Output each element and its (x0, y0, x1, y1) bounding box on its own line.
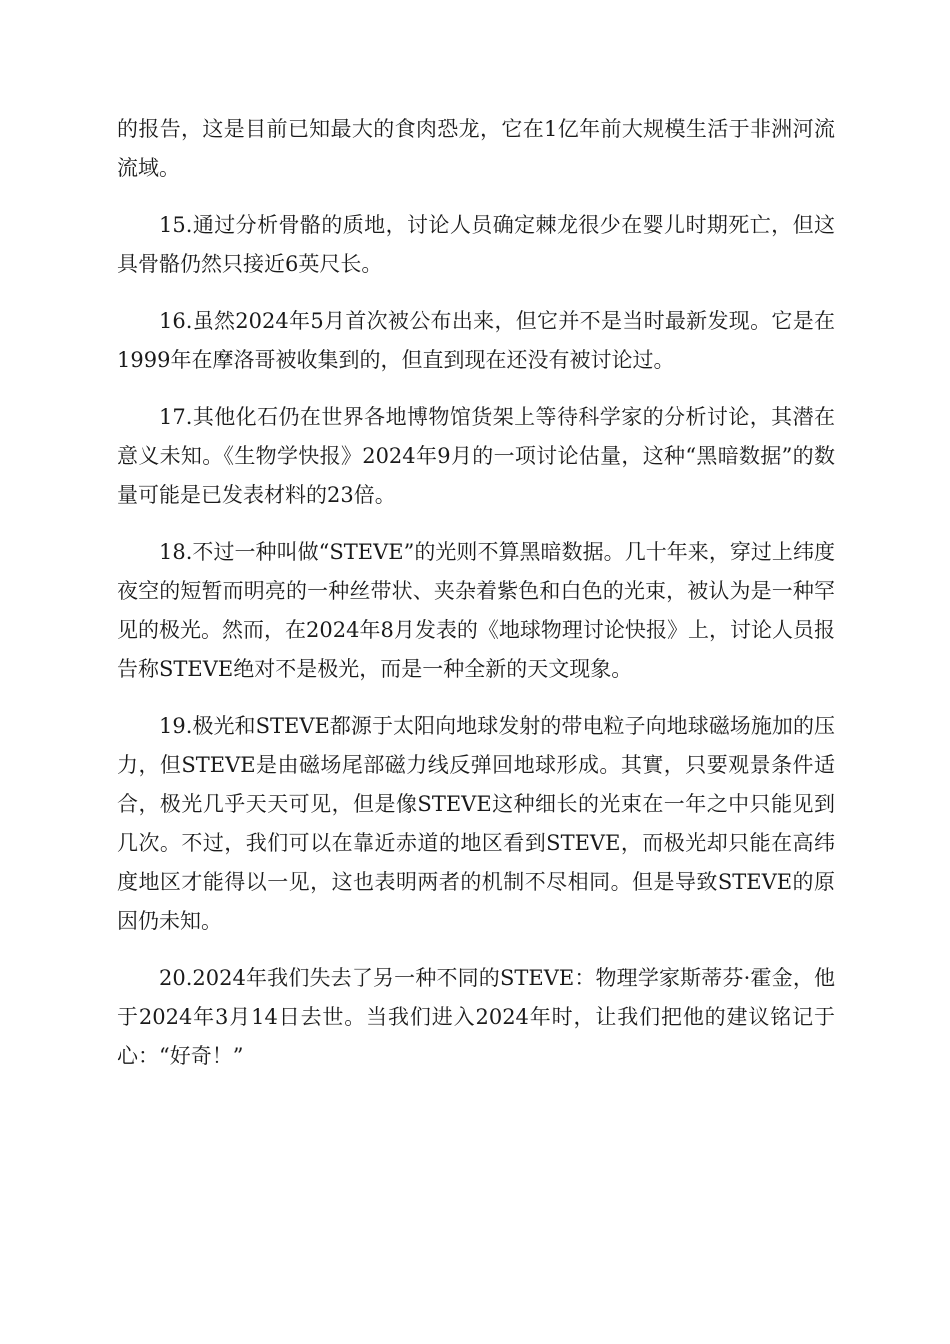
paragraph-17: 17.其他化石仍在世界各地博物馆货架上等待科学家的分析讨论，其潜在意义未知。《生物学快报》2024年9月的一项讨论估量，这种“黑暗数据”的数量可能是已发表材料的23倍。 (117, 405, 835, 507)
paragraph-continuation: 的报告，这是目前已知最大的食肉恐龙，它在1亿年前大规模生活于非洲河流流域。 (117, 117, 835, 180)
paragraph-16: 16.虽然2024年5月首次被公布出来，但它并不是当时最新发现。它是在1999年在摩洛哥被收集到的，但直到现在还没有被讨论过。 (117, 309, 835, 372)
paragraph-20: 20.2024年我们失去了另一种不同的STEVE：物理学家斯蒂芬·霍金，他于2024年3月14日去世。当我们进入2024年时，让我们把他的建议铭记于心：“好奇！” (117, 966, 835, 1068)
paragraph-19: 19.极光和STEVE都源于太阳向地球发射的带电粒子向地球磁场施加的压力，但STEVE是由磁场尾部磁力线反弹回地球形成。其實，只要观景条件适合，极光几乎天天可见，但是像STEVE这种细长的光束在一年之中只能见到几次。不过，我们可以在靠近赤道的地区看到STEVE，而极光却只能在高纬度地区才能得以一见，这也表明两者的机制不尽相同。但是导致STEVE的原因仍未知。 (117, 714, 835, 933)
paragraph-15: 15.通过分析骨骼的质地，讨论人员确定棘龙很少在婴儿时期死亡，但这具骨骼仍然只接近6英尺长。 (117, 213, 835, 276)
paragraph-18: 18.不过一种叫做“STEVE”的光则不算黑暗数据。几十年来，穿过上纬度夜空的短暂而明亮的一种丝带状、夹杂着紫色和白色的光束，被认为是一种罕见的极光。然而，在2024年8月发表的《地球物理讨论快报》上，讨论人员报告称STEVE绝对不是极光，而是一种全新的天文现象。 (117, 540, 835, 681)
document-body (117, 110, 835, 1094)
